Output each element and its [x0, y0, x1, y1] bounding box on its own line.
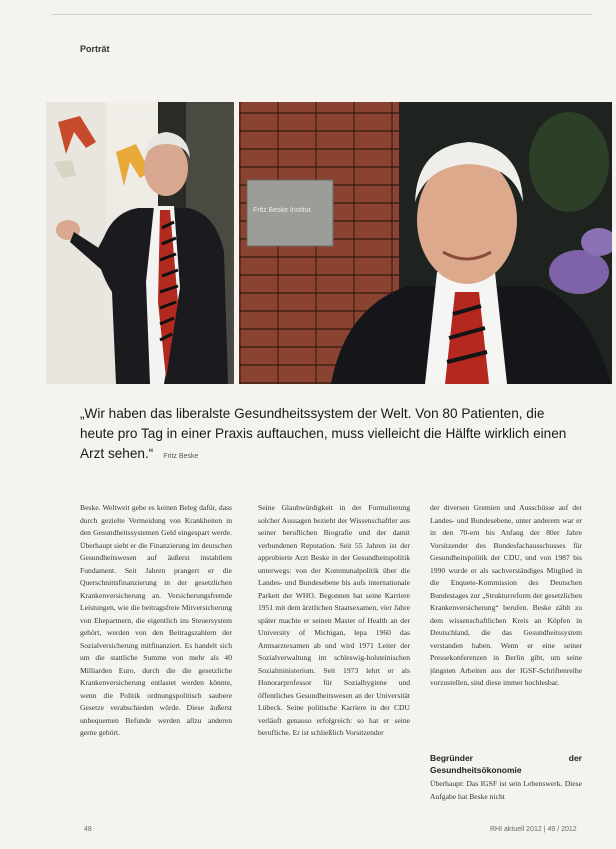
page-number-left: 48	[84, 826, 92, 833]
photo-portrait-closeup	[239, 102, 612, 384]
top-rule	[52, 14, 592, 15]
quote-credit: Fritz Beske	[163, 453, 199, 460]
page-number-right: RHI aktuell 2012 | 49 / 2012	[490, 826, 577, 833]
subheading: Begründer der Gesundheitsökonomie	[430, 753, 582, 775]
closeup-man-illustration	[239, 102, 612, 384]
standing-man-illustration	[46, 102, 234, 384]
body-column-1: Beske. Weltweit gebe es keinen Beleg dafür, dass durch gezielte Vermeidung von Krankheiten in den Gesundheitssystemen Geld eingespart werde. Überhaupt sieht er die Finanzierung im deutschen Gesundheitswesen auf äußerst instabilem Fundament. Seit Jahren prangert er die Querschnittsfinanzierung in der gesetzlichen Krankenversicherung an. Versicherungsfremde Leistungen, wie die beitragsfreie Mitversicherung von Ehepartnern, die eigentlich ins Steuersystem gehört, werden von den Beitragszahlern der Sozialversicherung mitfinanziert. Es handelt sich um die stattliche Summe von mehr als 40 Milliarden Euro, durch die die gesetzliche Krankenversicherung entlastet werden könnte, wenn die Politik ordnungspolitisch saubere Gesetze verabschieden würde. Diese äußerst unbequemen Befunde werden allzu anderen gerne gehört.	[80, 503, 232, 737]
photo-portrait-standing	[46, 102, 234, 384]
pull-quote	[80, 404, 580, 467]
door-sign-text: Fritz Beske Institut	[253, 207, 311, 214]
body-column-2: Seine Glaubwürdigkeit in der Formulierung solcher Aussagen bezieht der Wissenschaftler aus seiner beruflichen Biografie und der damit verbundenen Reputation. Seit 55 Jahren ist der approbierte Arzt Beske in der Gesundheitspolitik unterwegs: von der Kommunalpolitik über die Landes- und Bundesebene bis aufs internationale Parkett der WHO. Begonnen hat seine Karriere 1951 mit dem ärztlichen Staatsexamen, vier Jahre später machte er seinen Master of Health an der University of Michigan, lepa 1960 das Amtsarztexamen ab und wird 1971 Leiter der Sozialverwaltung im schleswig-holsteinischen Sozialministerium. Seit 1973 lehrt er als Honorarprofessor für Sozialhygiene und öffentliches Gesundheitswesen an der Universität Lübeck. Seine politische Karriere in der CDU verläuft genauso erfolgreich: so hat er seine berufliche. Er ist schließlich Vorsitzender	[258, 503, 410, 737]
column-3-paragraph-2: Überhaupt: Das IGSF ist sein Lebenswerk. Diese Aufgabe hat Beske nicht	[430, 779, 582, 801]
quote-text: „Wir haben das liberalste Gesundheitssystem der Welt. Von 80 Patienten, die heute pro Tag in einer Praxis auftauchen, muss vielleicht die Hälfte wirklich einen Arzt sehen.“	[80, 406, 567, 461]
section-label: Porträt	[80, 44, 110, 54]
photo-strip	[46, 102, 612, 384]
body-column-3	[430, 502, 582, 804]
column-3-paragraph: der diversen Gremien und Ausschüsse auf der Landes- und Bundesebene, unter anderem war er in den 70-ern bis Anfang der 80er Jahre Vorsitzender des Bundesfachausschusses für Gesundheitspolitik der CDU, und von 1987 bis 1990 wurde er als sachverständiges Mitglied in die Enquete-Kommission des Deutschen Bundestages zur „Strukturreform der gesetzlichen Krankenversicherung“ berufen. Beske zählt zu dem wissenschaftlichen Kreis an Köpfen in Deutschland, die das Gesundheitssystem verstanden haben. Wenn er eine seiner Pressekonferenzen in Berlin gibt, um seine jüngsten Arbeiten aus der IGSF-Schriftenreihe vorzustellen, sind diese immer hochlesbar.	[430, 503, 582, 687]
